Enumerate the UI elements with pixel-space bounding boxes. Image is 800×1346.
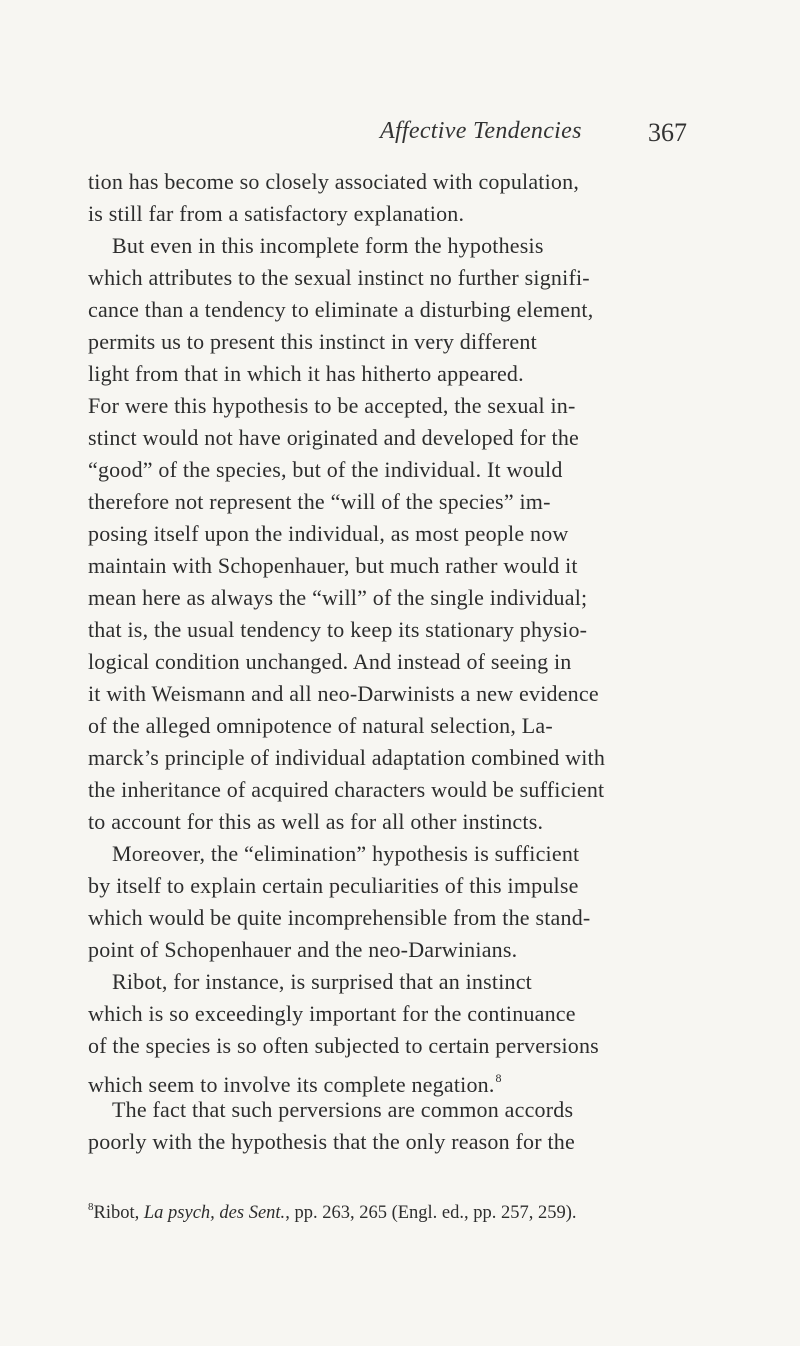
text-line: which attributes to the sexual instinct no further signifi-: [88, 265, 590, 290]
body-text: [88, 166, 752, 1158]
text-line: Moreover, the “elimination” hypothesis is sufficient: [112, 841, 580, 866]
text-line: permits us to present this instinct in very different: [88, 329, 537, 354]
text-line: marck’s principle of individual adaptation combined with: [88, 745, 606, 770]
text-line: point of Schopenhauer and the neo-Darwinians.: [88, 937, 518, 962]
text-line: cance than a tendency to eliminate a disturbing element,: [88, 297, 594, 322]
footnote-rest: , pp. 263, 265 (Engl. ed., pp. 257, 259).: [285, 1203, 577, 1223]
text-line: posing itself upon the individual, as most people now: [88, 521, 569, 546]
text-line: to account for this as well as for all other instincts.: [88, 809, 544, 834]
text-line: For were this hypothesis to be accepted, the sexual in-: [88, 393, 576, 418]
footnote-title: La psych, des Sent.: [143, 1203, 286, 1223]
text-line: therefore not represent the “will of the species” im-: [88, 489, 551, 514]
footnote: [88, 1195, 760, 1225]
footnote-author: Ribot,: [93, 1203, 144, 1223]
text-line: which is so exceedingly important for the continuance: [88, 1001, 576, 1026]
text-line: logical condition unchanged. And instead of seeing in: [88, 649, 572, 674]
text-line: light from that in which it has hitherto appeared.: [88, 361, 524, 386]
text-line: it with Weismann and all neo-Darwinists a new evidence: [88, 681, 599, 706]
text-line: that is, the usual tendency to keep its stationary physio-: [88, 617, 588, 642]
page-header: [0, 112, 800, 152]
text-line: poorly with the hypothesis that the only reason for the: [88, 1129, 575, 1154]
text-line: mean here as always the “will” of the single individual;: [88, 585, 588, 610]
text-line: is still far from a satisfactory explanation.: [88, 201, 465, 226]
text-line: maintain with Schopenhauer, but much rather would it: [88, 553, 578, 578]
text-line: But even in this incomplete form the hypothesis: [112, 233, 544, 258]
text-line: which would be quite incomprehensible from the stand-: [88, 905, 591, 930]
text-line: the inheritance of acquired characters would be sufficient: [88, 777, 605, 802]
text-line: Ribot, for instance, is surprised that an instinct: [112, 969, 532, 994]
text-line: The fact that such perversions are common accords: [112, 1097, 574, 1122]
page-number: 367: [648, 118, 687, 147]
text-line: which seem to involve its complete negation.: [88, 1072, 495, 1097]
text-line: tion has become so closely associated with copulation,: [88, 169, 580, 194]
text-line: “good” of the species, but of the individual. It would: [88, 457, 563, 482]
text-line-with-footnote-ref: [88, 1062, 752, 1097]
text-line: of the alleged omnipotence of natural selection, La-: [88, 713, 553, 738]
footnote-reference: 8: [495, 1071, 502, 1085]
text-line: by itself to explain certain peculiarities of this impulse: [88, 873, 579, 898]
text-line: stinct would not have originated and developed for the: [88, 425, 579, 450]
text-line: of the species is so often subjected to certain perversions: [88, 1033, 599, 1058]
running-title: Affective Tendencies: [380, 118, 582, 144]
footnote-marker: 8: [88, 1201, 94, 1213]
